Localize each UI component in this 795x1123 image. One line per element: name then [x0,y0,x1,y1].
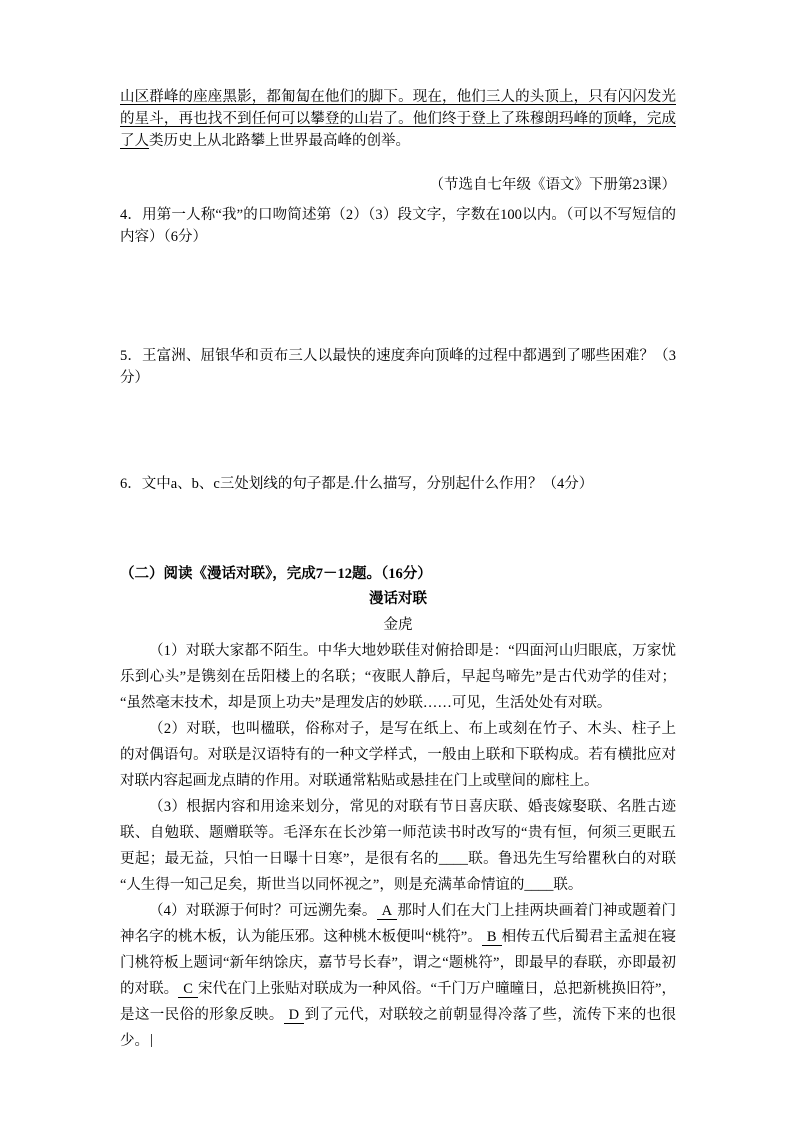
reading-paragraph-3 [120,794,676,898]
paragraph-3-segment-1: （3）根据内容和用途来划分，常见的对联有节日喜庆联、婚丧嫁娶联、名胜古迹联、自勉联、题赠联等。毛泽东在长沙第一师范读书时改写的“贵有恒，何须三更眠五更起；最无益，只怕一日曝十日寒”，是很有名的 [120,799,676,867]
insert-point-a: A [377,903,398,920]
question-4: 4．用第一人称“我”的口吻简述第（2）（3）段文字，字数在100以内。（可以不写短信的内容）（6分） [120,207,676,245]
reading-title: 漫话对联 [369,591,427,607]
insert-point-d: D [284,1007,305,1024]
paragraph-3-segment-2: 联。鲁迅先生写给瞿秋白的对联“人生得一知己足矣，斯世当以同怀视之”，则是充满革命情谊的 [120,851,677,893]
question-6: 6．文中a、b、c三处划线的句子都是.什么描写，分别起什么作用？（4分） [120,476,594,492]
paragraph-4-segment-2: 那时人们在大门上挂两块画着门神或题着门神名字的桃木板，认为能压邪。这种桃木板便叫“桃符”。 [120,903,677,945]
paragraph-4-segment-4: 宋代在门上张贴对联成为一种风俗。“千门万户曈曈日，总把新桃换旧符”，是这一民俗的形象反映。 [120,981,676,1023]
paragraph-4-segment-5: 到了元代，对联较之前朝显得冷落了些，流传下来的也很少。 [120,1007,677,1049]
paragraph-4-segment-1: （4）对联源于何时？可远溯先秦。 [149,903,377,919]
passage-source-note: （节选自七年级《语文》下册第23课） [429,177,676,193]
passage-underlined-text: 山区群峰的座座黑影，都匍匐在他们的脚下。现在，他们三人的头顶上，只有闪闪发光的星斗，再也找不到任何可以攀登的山岩了。他们终于登上了珠穆朗玛峰的顶峰，完成了人 [120,89,676,149]
question-5: 5．王富洲、屈银华和贡布三人以最快的速度奔向顶峰的过程中都遇到了哪些困难？（3分） [120,348,676,386]
paragraph-4-segment-3: 相传五代后蜀君主孟昶在寝门桃符板上题词“新年纳馀庆，嘉节号长春”，谓之“题桃符”，即最早的春联，亦即最初的对联。 [120,929,676,997]
paragraph-3-segment-3: 联。 [553,877,583,893]
passage-paragraph [120,86,676,152]
insert-point-c: C [178,981,198,998]
fill-in-blank-1: ____ [438,851,468,867]
passage-trailing-text: 类历史上从北路攀上世界最高峰的创举。 [149,133,410,149]
insert-point-b: B [482,929,502,946]
text-cursor [151,1034,152,1047]
section-two-header: （二）阅读《漫话对联》，完成7－12题。（16分） [120,566,432,582]
reading-paragraph-4 [120,898,676,1054]
reading-author: 金虎 [383,617,413,633]
reading-paragraph-2: （2）对联，也叫楹联，俗称对子，是写在纸上、布上或刻在竹子、木头、柱子上的对偶语句。对联是汉语特有的一种文学样式，一般由上联和下联构成。若有横批应对对联内容起画龙点睛的作用。对联通常粘贴或悬挂在门上或壁间的廊柱上。 [120,721,676,789]
fill-in-blank-2: ____ [524,877,554,893]
reading-paragraph-1: （1）对联大家都不陌生。中华大地妙联佳对俯拾即是：“四面河山归眼底，万家忧乐到心头”是镌刻在岳阳楼上的名联；“夜眠人静后，早起鸟啼先”是古代劝学的佳对；“虽然毫末技术，却是顶上功夫”是理发店的妙联……可见，生活处处有对联。 [120,643,676,711]
